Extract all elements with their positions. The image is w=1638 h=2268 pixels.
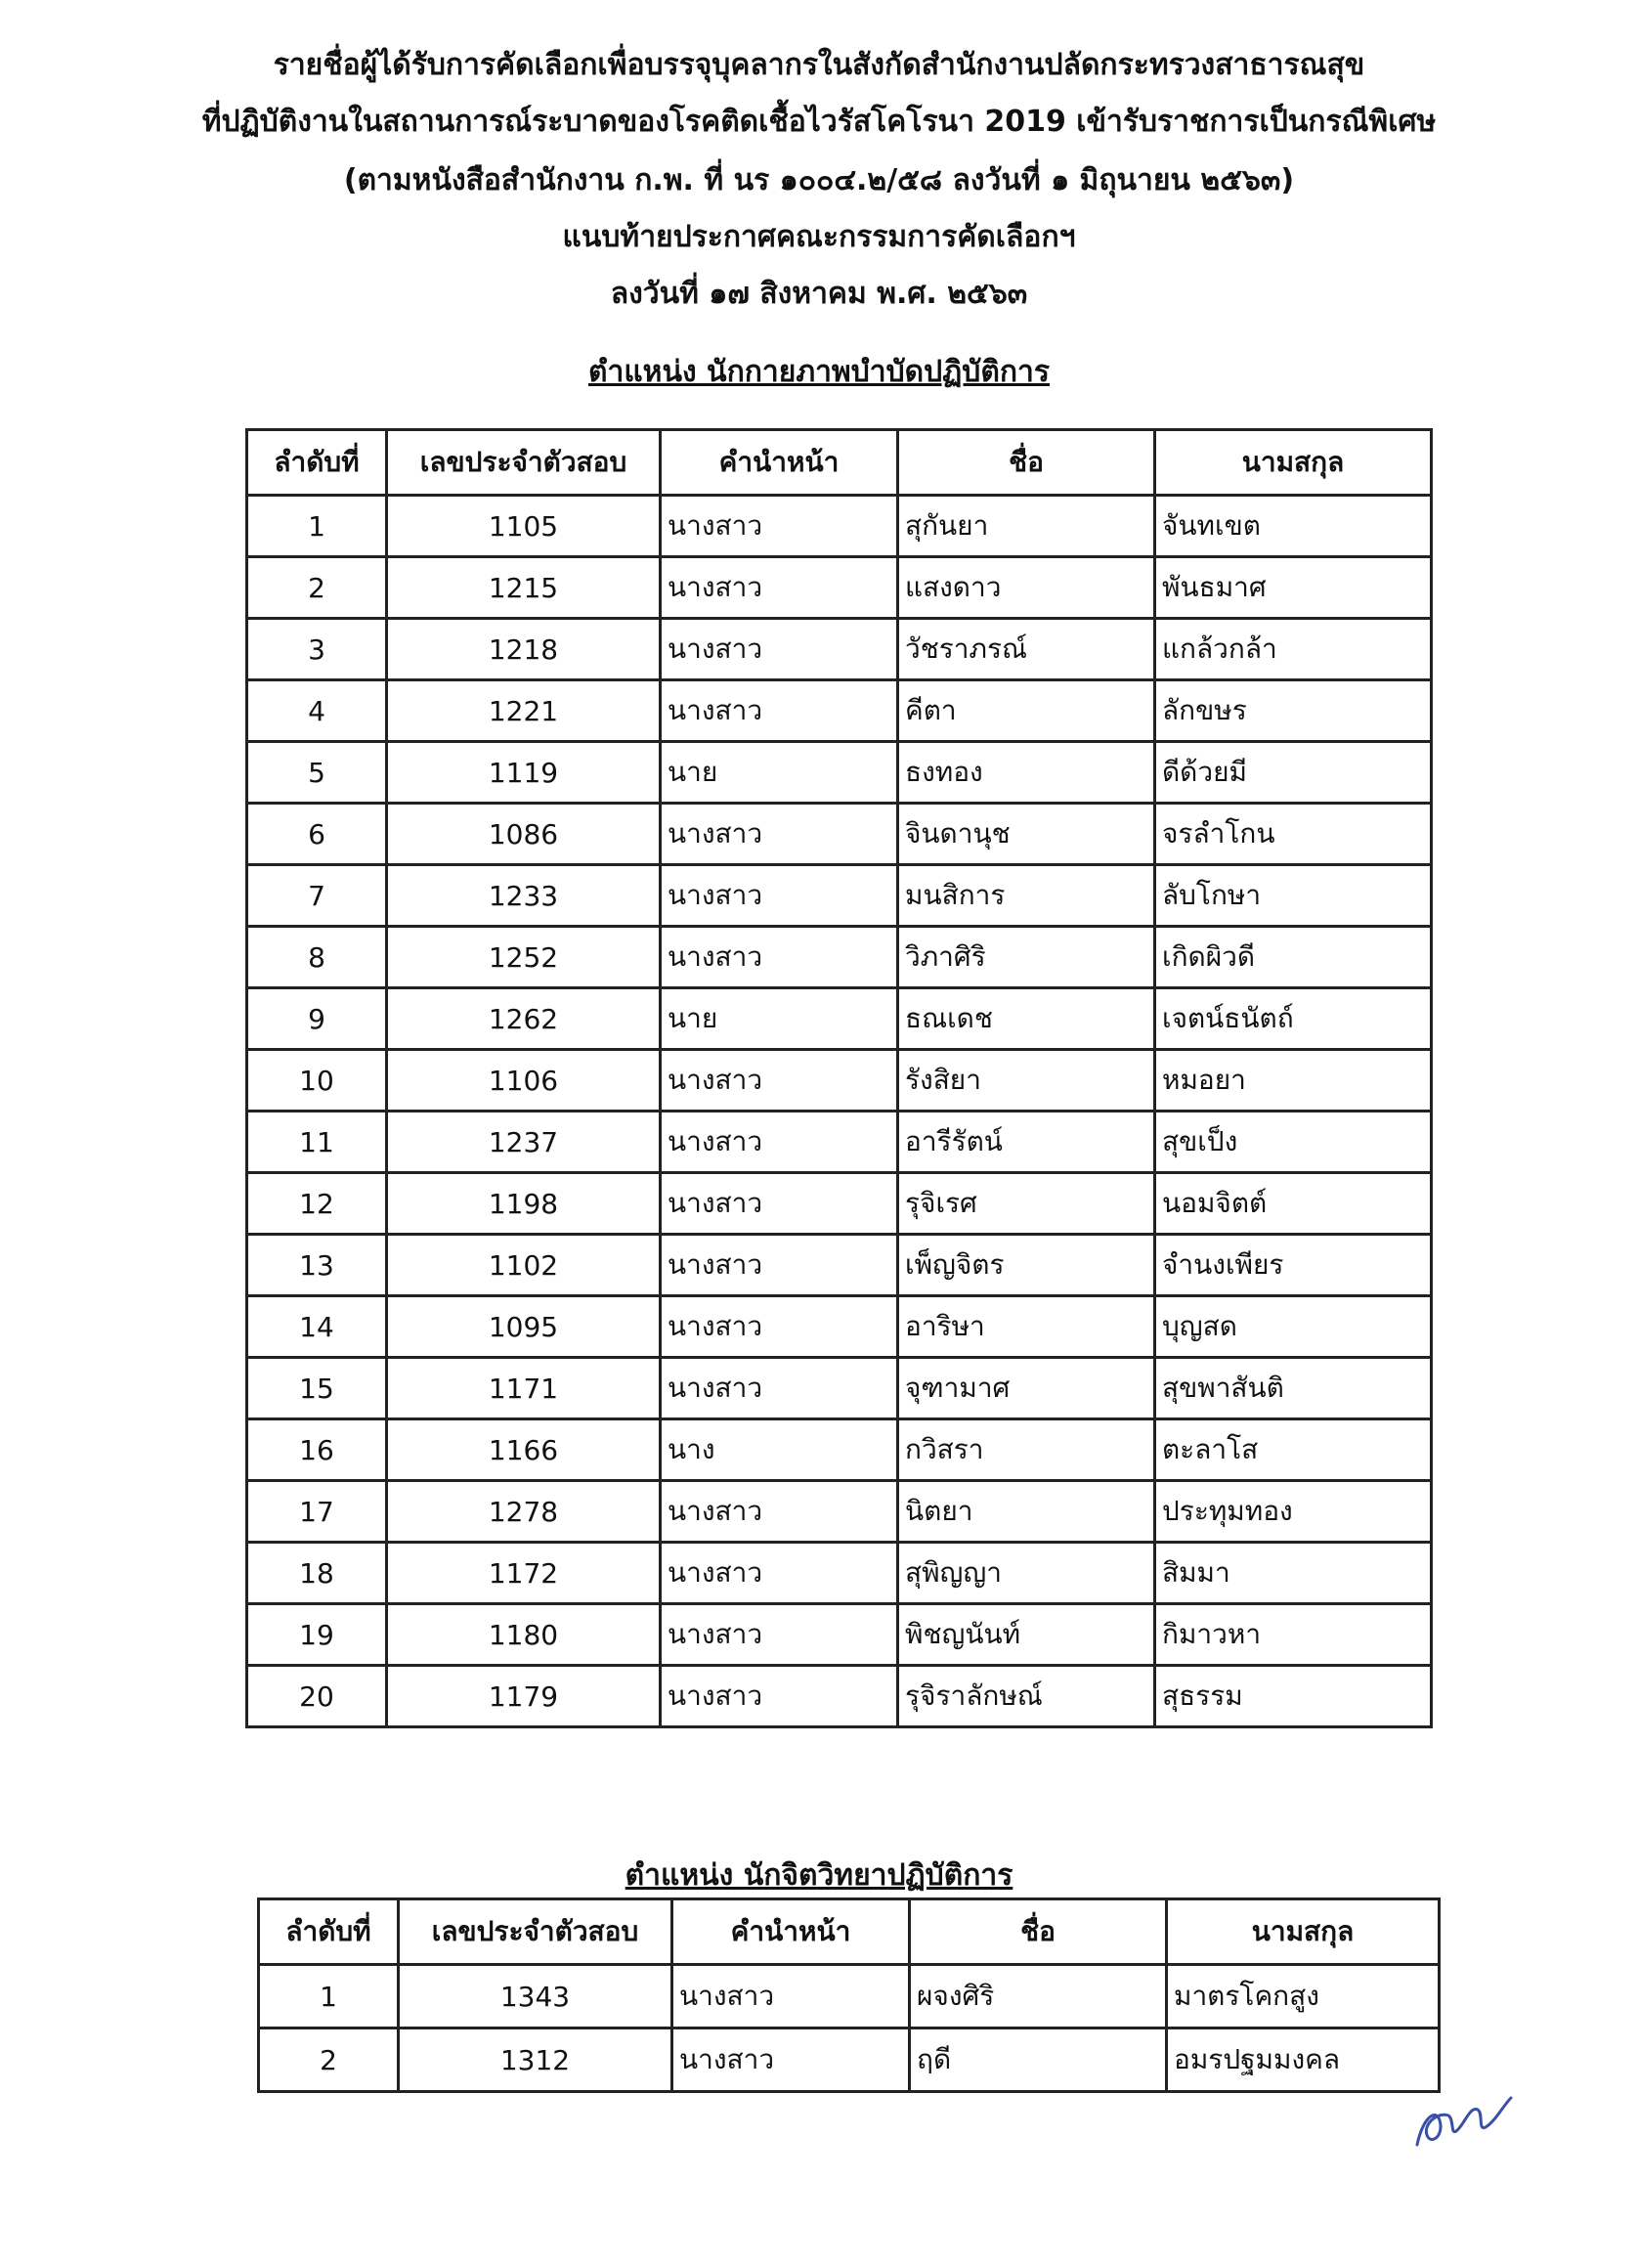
row-first-name: พิชญนันท์ xyxy=(898,1604,1155,1666)
column-header-exam-id: เลขประจำตัวสอบ xyxy=(387,430,661,496)
row-order: 15 xyxy=(247,1358,387,1419)
row-order: 2 xyxy=(259,2028,399,2092)
table-row xyxy=(247,1235,1432,1296)
table-row xyxy=(247,742,1432,804)
row-last-name: เจตน์ธนัตถ์ xyxy=(1155,988,1432,1050)
row-first-name: รุจิเรศ xyxy=(898,1173,1155,1235)
row-exam-id: 1198 xyxy=(387,1173,661,1235)
row-exam-id: 1171 xyxy=(387,1358,661,1419)
row-exam-id: 1179 xyxy=(387,1666,661,1727)
table-row xyxy=(247,988,1432,1050)
row-order: 10 xyxy=(247,1050,387,1112)
section-1-title: ตำแหน่ง นักกายภาพบำบัดปฏิบัติการ xyxy=(588,355,1050,389)
row-prefix: นางสาว xyxy=(661,1666,898,1727)
row-last-name: พันธมาศ xyxy=(1155,557,1432,619)
row-exam-id: 1215 xyxy=(387,557,661,619)
row-order: 1 xyxy=(247,496,387,557)
table-row xyxy=(247,557,1432,619)
table-header-row xyxy=(247,430,1432,496)
row-last-name: จำนงเพียร xyxy=(1155,1235,1432,1296)
row-first-name: กวิสรา xyxy=(898,1419,1155,1481)
row-order: 14 xyxy=(247,1296,387,1358)
section-2-title: ตำแหน่ง นักจิตวิทยาปฏิบัติการ xyxy=(625,1858,1013,1893)
row-first-name: ธงทอง xyxy=(898,742,1155,804)
table-header-row xyxy=(259,1899,1440,1965)
row-last-name: สุขพาสันติ xyxy=(1155,1358,1432,1419)
column-header-first-name: ชื่อ xyxy=(898,430,1155,496)
row-last-name: กิมาวหา xyxy=(1155,1604,1432,1666)
header-line-3: (ตามหนังสือสำนักงาน ก.พ. ที่ นร ๑๐๐๔.๒/๕๘ ลงวันที่ ๑ มิถุนายน ๒๕๖๓) xyxy=(343,163,1295,197)
row-exam-id: 1106 xyxy=(387,1050,661,1112)
column-header-first-name: ชื่อ xyxy=(910,1899,1167,1965)
row-order: 9 xyxy=(247,988,387,1050)
row-exam-id: 1221 xyxy=(387,680,661,742)
row-first-name: อารีรัตน์ xyxy=(898,1112,1155,1173)
row-exam-id: 1218 xyxy=(387,619,661,680)
row-order: 8 xyxy=(247,927,387,988)
row-exam-id: 1237 xyxy=(387,1112,661,1173)
row-prefix: นางสาว xyxy=(661,1358,898,1419)
row-last-name: หมอยา xyxy=(1155,1050,1432,1112)
table-row xyxy=(247,619,1432,680)
row-prefix: นางสาว xyxy=(661,619,898,680)
psychologist-table-body xyxy=(259,1965,1440,2092)
row-last-name: ลับโกษา xyxy=(1155,865,1432,927)
row-last-name: มาตรโคกสูง xyxy=(1167,1965,1440,2028)
row-exam-id: 1343 xyxy=(399,1965,672,2028)
row-order: 11 xyxy=(247,1112,387,1173)
row-first-name: ผจงศิริ xyxy=(910,1965,1167,2028)
row-order: 18 xyxy=(247,1543,387,1604)
row-prefix: นาง xyxy=(661,1419,898,1481)
row-exam-id: 1172 xyxy=(387,1543,661,1604)
table-row xyxy=(247,1296,1432,1358)
row-prefix: นางสาว xyxy=(672,1965,910,2028)
column-header-order: ลำดับที่ xyxy=(247,430,387,496)
table-row xyxy=(247,1050,1432,1112)
column-header-last-name: นามสกุล xyxy=(1155,430,1432,496)
row-order: 3 xyxy=(247,619,387,680)
row-first-name: แสงดาว xyxy=(898,557,1155,619)
row-first-name: สุพิญญา xyxy=(898,1543,1155,1604)
row-order: 5 xyxy=(247,742,387,804)
row-prefix: นางสาว xyxy=(661,1173,898,1235)
row-prefix: นาย xyxy=(661,742,898,804)
row-order: 13 xyxy=(247,1235,387,1296)
row-order: 1 xyxy=(259,1965,399,2028)
row-prefix: นางสาว xyxy=(661,865,898,927)
table-row xyxy=(247,1666,1432,1727)
row-exam-id: 1166 xyxy=(387,1419,661,1481)
column-header-prefix: คำนำหน้า xyxy=(672,1899,910,1965)
table-row xyxy=(247,1419,1432,1481)
row-exam-id: 1252 xyxy=(387,927,661,988)
physiotherapist-table-body xyxy=(247,496,1432,1727)
document-header xyxy=(0,37,1638,323)
row-prefix: นาย xyxy=(661,988,898,1050)
row-first-name: รุจิราลักษณ์ xyxy=(898,1666,1155,1727)
row-prefix: นางสาว xyxy=(661,1050,898,1112)
row-exam-id: 1086 xyxy=(387,804,661,865)
row-first-name: สุกันยา xyxy=(898,496,1155,557)
row-first-name: นิตยา xyxy=(898,1481,1155,1543)
header-line-1: รายชื่อผู้ได้รับการคัดเลือกเพื่อบรรจุบุคลากรในสังกัดสำนักงานปลัดกระทรวงสาธารณสุข xyxy=(273,48,1365,82)
table-row xyxy=(247,865,1432,927)
table-row xyxy=(247,680,1432,742)
row-first-name: ธณเดช xyxy=(898,988,1155,1050)
row-prefix: นางสาว xyxy=(661,804,898,865)
column-header-last-name: นามสกุล xyxy=(1167,1899,1440,1965)
row-prefix: นางสาว xyxy=(661,1481,898,1543)
row-first-name: อาริษา xyxy=(898,1296,1155,1358)
row-last-name: เกิดผิวดี xyxy=(1155,927,1432,988)
row-first-name: ฤดี xyxy=(910,2028,1167,2092)
row-prefix: นางสาว xyxy=(661,1112,898,1173)
row-prefix: นางสาว xyxy=(661,1604,898,1666)
row-order: 7 xyxy=(247,865,387,927)
row-first-name: มนสิการ xyxy=(898,865,1155,927)
header-line-2: ที่ปฏิบัติงานในสถานการณ์ระบาดของโรคติดเชื้อไวรัสโคโรนา 2019 เข้ารับราชการเป็นกรณีพิเศษ xyxy=(201,105,1437,139)
row-last-name: ลักขษร xyxy=(1155,680,1432,742)
row-prefix: นางสาว xyxy=(661,496,898,557)
row-last-name: สุธรรม xyxy=(1155,1666,1432,1727)
row-exam-id: 1233 xyxy=(387,865,661,927)
row-exam-id: 1180 xyxy=(387,1604,661,1666)
row-exam-id: 1278 xyxy=(387,1481,661,1543)
row-last-name: สุขเป็ง xyxy=(1155,1112,1432,1173)
row-last-name: จรลำโกน xyxy=(1155,804,1432,865)
row-last-name: ดีด้วยมี xyxy=(1155,742,1432,804)
row-prefix: นางสาว xyxy=(661,680,898,742)
psychologist-table xyxy=(257,1897,1441,2093)
table-row xyxy=(247,1481,1432,1543)
column-header-exam-id: เลขประจำตัวสอบ xyxy=(399,1899,672,1965)
row-order: 12 xyxy=(247,1173,387,1235)
row-first-name: จุฑามาศ xyxy=(898,1358,1155,1419)
row-exam-id: 1102 xyxy=(387,1235,661,1296)
row-exam-id: 1262 xyxy=(387,988,661,1050)
column-header-prefix: คำนำหน้า xyxy=(661,430,898,496)
row-exam-id: 1119 xyxy=(387,742,661,804)
row-first-name: เพ็ญจิตร xyxy=(898,1235,1155,1296)
row-last-name: ประทุมทอง xyxy=(1155,1481,1432,1543)
row-exam-id: 1105 xyxy=(387,496,661,557)
table-row xyxy=(247,1173,1432,1235)
row-first-name: รังสิยา xyxy=(898,1050,1155,1112)
row-first-name: คีตา xyxy=(898,680,1155,742)
row-last-name: แกล้วกล้า xyxy=(1155,619,1432,680)
row-prefix: นางสาว xyxy=(661,927,898,988)
row-last-name: นอมจิตต์ xyxy=(1155,1173,1432,1235)
row-first-name: วัชราภรณ์ xyxy=(898,619,1155,680)
row-prefix: นางสาว xyxy=(661,557,898,619)
row-prefix: นางสาว xyxy=(661,1235,898,1296)
row-order: 2 xyxy=(247,557,387,619)
row-prefix: นางสาว xyxy=(672,2028,910,2092)
table-row xyxy=(259,2028,1440,2092)
handwritten-signature xyxy=(1409,2076,1517,2155)
row-first-name: วิภาศิริ xyxy=(898,927,1155,988)
row-order: 19 xyxy=(247,1604,387,1666)
row-last-name: จันทเขต xyxy=(1155,496,1432,557)
row-last-name: อมรปฐมมงคล xyxy=(1167,2028,1440,2092)
table-row xyxy=(259,1965,1440,2028)
row-last-name: บุญสด xyxy=(1155,1296,1432,1358)
row-order: 4 xyxy=(247,680,387,742)
row-prefix: นางสาว xyxy=(661,1296,898,1358)
table-row xyxy=(247,1604,1432,1666)
table-row xyxy=(247,496,1432,557)
column-header-order: ลำดับที่ xyxy=(259,1899,399,1965)
row-order: 16 xyxy=(247,1419,387,1481)
table-row xyxy=(247,927,1432,988)
row-prefix: นางสาว xyxy=(661,1543,898,1604)
table-row xyxy=(247,1543,1432,1604)
physiotherapist-table xyxy=(245,428,1433,1728)
row-exam-id: 1312 xyxy=(399,2028,672,2092)
table-row xyxy=(247,1112,1432,1173)
row-first-name: จินดานุช xyxy=(898,804,1155,865)
row-order: 17 xyxy=(247,1481,387,1543)
table-row xyxy=(247,1358,1432,1419)
table-row xyxy=(247,804,1432,865)
header-line-4: แนบท้ายประกาศคณะกรรมการคัดเลือกฯ xyxy=(562,220,1076,254)
row-last-name: สิมมา xyxy=(1155,1543,1432,1604)
header-line-5: ลงวันที่ ๑๗ สิงหาคม พ.ศ. ๒๕๖๓ xyxy=(610,277,1028,311)
row-exam-id: 1095 xyxy=(387,1296,661,1358)
row-order: 6 xyxy=(247,804,387,865)
row-last-name: ตะลาโส xyxy=(1155,1419,1432,1481)
row-order: 20 xyxy=(247,1666,387,1727)
